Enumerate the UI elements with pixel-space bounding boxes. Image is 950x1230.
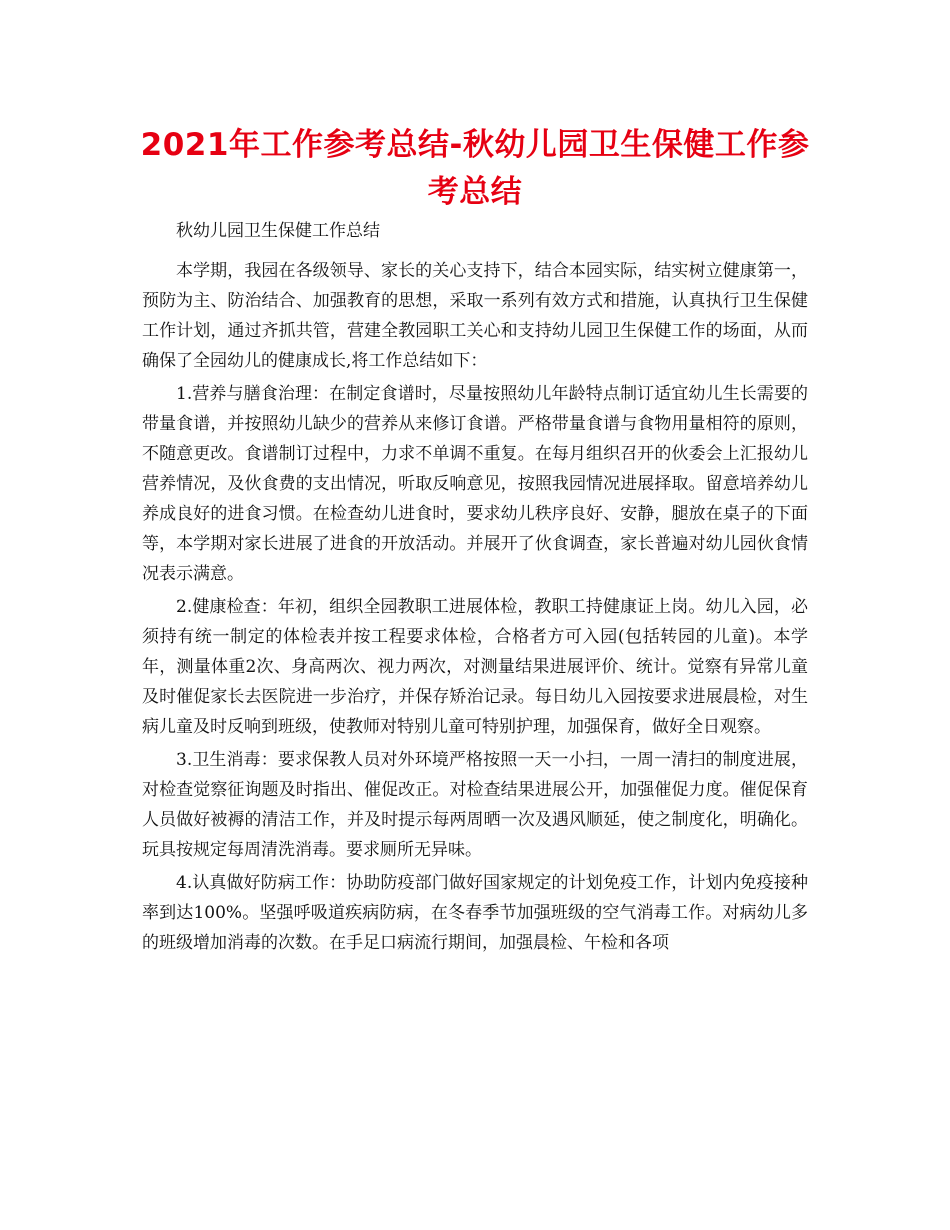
paragraph-intro: 本学期，我园在各级领导、家长的关心支持下，结合本园实际，结实树立健康第一，预防为主、防治结合、加强教育的思想，采取一系列有效方式和措施，认真执行卫生保健工作计划，通过齐抓共管，营建全教园职工关心和支持幼儿园卫生保健工作的场面，从而确保了全园幼儿的健康成长,将工作总结如下： bbox=[142, 261, 808, 371]
document-title: 2021年工作参考总结-秋幼儿园卫生保健工作参考总结 bbox=[140, 127, 810, 210]
paragraph-nutrition: 1.营养与膳食治理：在制定食谱时，尽量按照幼儿年龄特点制订适宜幼儿生长需要的带量食谱，并按照幼儿缺少的营养从来修订食谱。严格带量食谱与食物用量相符的原则，不随意更改。食谱制订过程中，力求不单调不重复。在每月组织召开的伙委会上汇报幼儿营养情况，及伙食费的支出情况，听取反响意见，按照我园情况进展择取。留意培养幼儿养成良好的进食习惯。在检查幼儿进食时，要求幼儿秩序良好、安静，腿放在桌子的下面等，本学期对家长进展了进食的开放活动。并展开了伙食调查，家长普遍对幼儿园伙食情况表示满意。 bbox=[142, 384, 808, 584]
paragraph-health-check: 2.健康检查：年初，组织全园教职工进展体检，教职工持健康证上岗。幼儿入园，必须持有统一制定的体检表并按工程要求体检，合格者方可入园(包括转园的儿童)。本学年，测量体重2次、身高两次、视力两次，对测量结果进展评价、统计。觉察有异常儿童及时催促家长去医院进一步治疗，并保存矫治记录。每日幼儿入园按要求进展晨检，对生病儿童及时反响到班级，使教师对特别儿童可特别护理，加强保育，做好全日观察。 bbox=[142, 597, 808, 737]
document-subtitle: 秋幼儿园卫生保健工作总结 bbox=[176, 221, 380, 241]
paragraph-hygiene: 3.卫生消毒：要求保教人员对外环境严格按照一天一小扫，一周一清扫的制度进展，对检查觉察征询题及时指出、催促改正。对检查结果进展公开，加强催促力度。催促保育人员做好被褥的清洁工作，并及时提示每两周晒一次及遇风顺延，使之制度化，明确化。玩具按规定每周清洗消毒。要求厕所无异味。 bbox=[142, 750, 808, 860]
paragraph-disease-prevention: 4.认真做好防病工作：协助防疫部门做好国家规定的计划免疫工作，计划内免疫接种率到达100%。坚强呼吸道疾病防病，在冬春季节加强班级的空气消毒工作。对病幼儿多的班级增加消毒的次数。在手足口病流行期间，加强晨检、午检和各项 bbox=[142, 873, 808, 953]
document-body bbox=[142, 216, 808, 961]
